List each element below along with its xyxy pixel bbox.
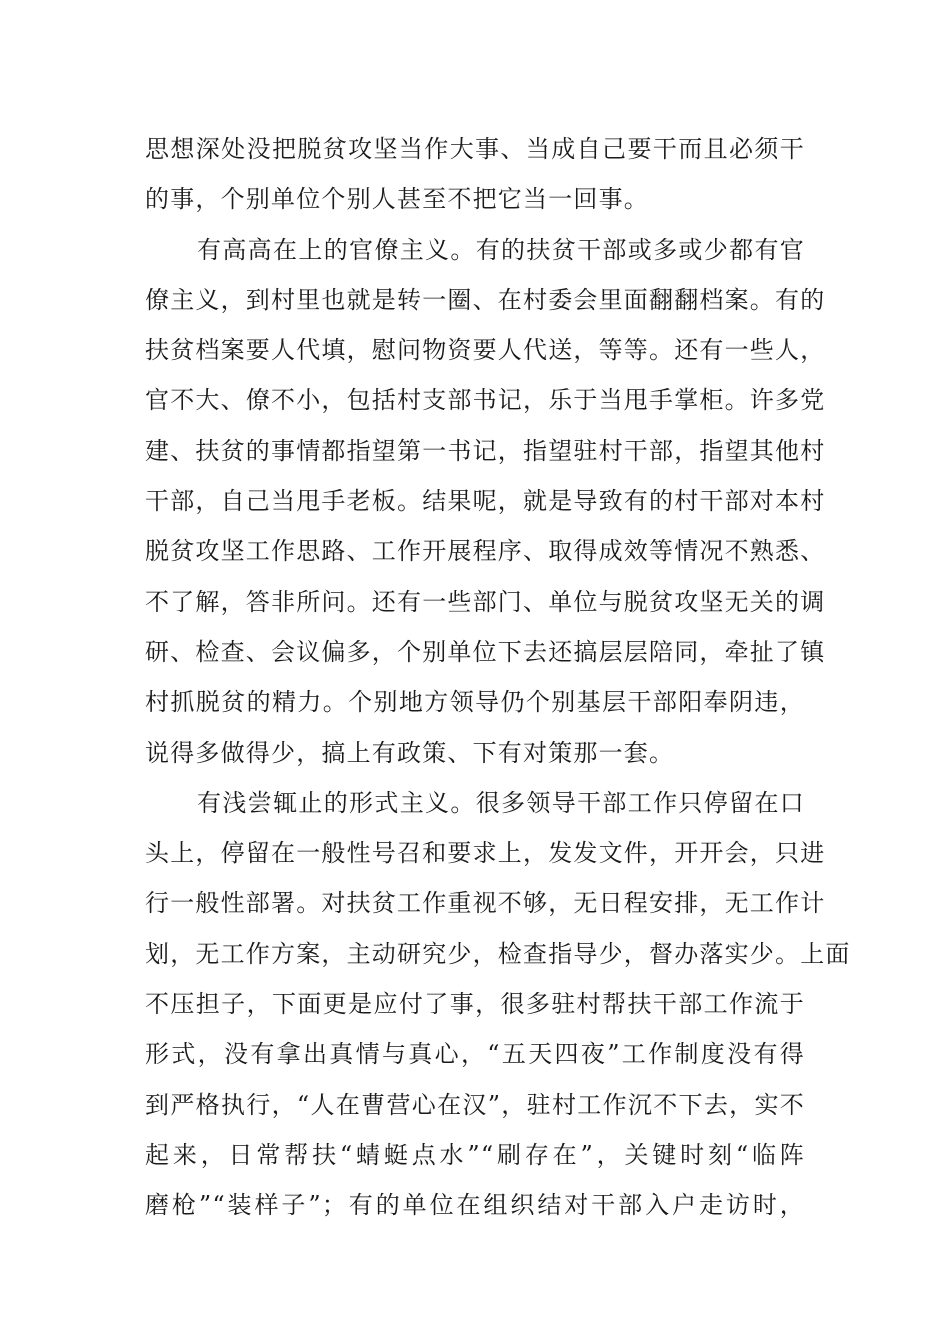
text-line: 头上，停留在一般性号召和要求上，发发文件，开开会，只进 bbox=[145, 839, 826, 868]
text-line: 脱贫攻坚工作思路、工作开展程序、取得成效等情况不熟悉、 bbox=[145, 537, 826, 566]
document-body bbox=[145, 124, 851, 1231]
paragraph-2 bbox=[145, 225, 826, 778]
text-line: 行一般性部署。对扶贫工作重视不够，无日程安排，无工作计 bbox=[145, 889, 826, 918]
text-line: 磨枪”“装样子”；有的单位在组织结对干部入户走访时， bbox=[145, 1191, 805, 1220]
text-line: 官不大、僚不小，包括村支部书记，乐于当甩手掌柜。许多党 bbox=[145, 386, 826, 415]
text-line: 建、扶贫的事情都指望第一书记，指望驻村干部，指望其他村 bbox=[145, 436, 826, 465]
text-line: 僚主义，到村里也就是转一圈、在村委会里面翻翻档案。有的 bbox=[145, 285, 826, 314]
text-line: 村抓脱贫的精力。个别地方领导仍个别基层干部阳奉阴违， bbox=[145, 688, 805, 717]
text-line: 不了解，答非所问。还有一些部门、单位与脱贫攻坚无关的调 bbox=[145, 587, 826, 616]
paragraph-3 bbox=[145, 778, 851, 1231]
text-line: 不压担子，下面更是应付了事，很多驻村帮扶干部工作流于 bbox=[145, 990, 805, 1019]
text-line: 到严格执行，“人在曹营心在汉”，驻村工作沉不下去，实不 bbox=[145, 1090, 805, 1119]
text-line: 研、检查、会议偏多，个别单位下去还搞层层陪同，牵扯了镇 bbox=[145, 637, 826, 666]
text-line: 扶贫档案要人代填，慰问物资要人代送，等等。还有一些人， bbox=[145, 336, 826, 365]
text-line: 思想深处没把脱贫攻坚当作大事、当成自己要干而且必须干 bbox=[145, 135, 805, 163]
paragraph-1 bbox=[145, 124, 805, 225]
text-line: 说得多做得少，搞上有政策、下有对策那一套。 bbox=[145, 738, 675, 767]
text-line: 划，无工作方案，主动研究少，检查指导少，督办落实少。上面 bbox=[145, 939, 851, 968]
text-line: 干部，自己当甩手老板。结果呢，就是导致有的村干部对本村 bbox=[145, 487, 826, 516]
text-line: 有浅尝辄止的形式主义。很多领导干部工作只停留在口 bbox=[197, 788, 805, 817]
text-line: 有高高在上的官僚主义。有的扶贫干部或多或少都有官 bbox=[197, 235, 805, 264]
text-line: 起来，日常帮扶“蜻蜓点水”“刷存在”，关键时刻“临阵 bbox=[145, 1140, 805, 1169]
text-line: 的事，个别单位个别人甚至不把它当一回事。 bbox=[145, 185, 649, 214]
text-line: 形式，没有拿出真情与真心，“五天四夜”工作制度没有得 bbox=[145, 1040, 805, 1069]
